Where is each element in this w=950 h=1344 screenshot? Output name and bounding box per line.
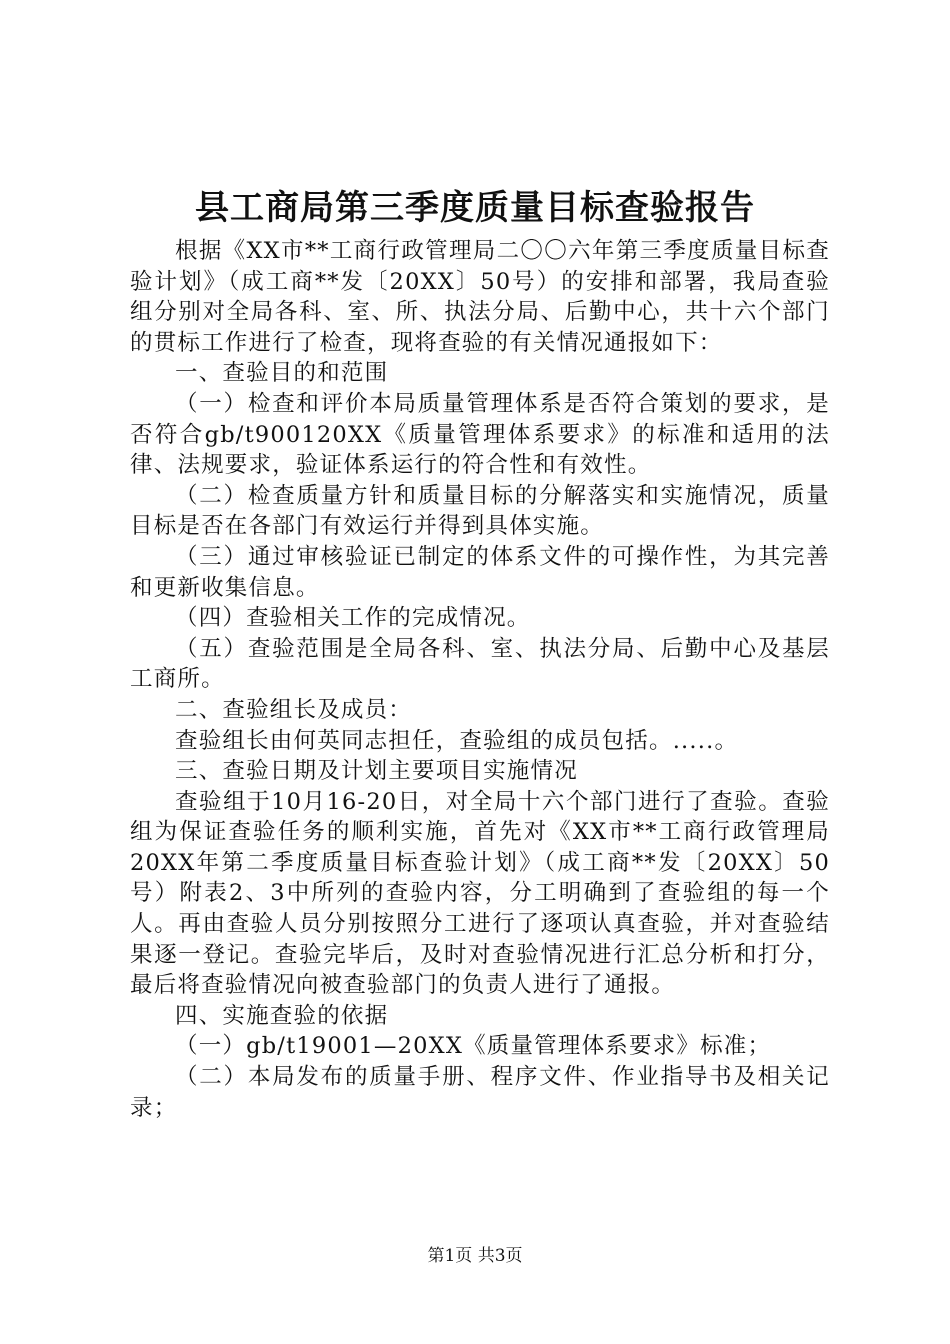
- list-item: （二）本局发布的质量手册、程序文件、作业指导书及相关记录；: [130, 1064, 830, 1121]
- section-heading-1: 一、查验目的和范围: [175, 360, 389, 387]
- list-item: （五）查验范围是全局各科、室、执法分局、后勤中心及基层工商所。: [130, 635, 830, 693]
- paragraph-members: 查验组长由何英同志担任，查验组的成员包括。.....。: [175, 727, 739, 754]
- list-item: （四）查验相关工作的完成情况。: [175, 605, 531, 632]
- list-item: （三）通过审核验证已制定的体系文件的可操作性，为其完善和更新收集信息。: [130, 543, 830, 601]
- list-item: （二）检查质量方针和质量目标的分解落实和实施情况，质量目标是否在各部门有效运行并得到具体实施。: [130, 482, 830, 540]
- paragraph-implementation: 查验组于10月16-20日，对全局十六个部门进行了查验。查验组为保证查验任务的顺利实施，首先对《XX市**工商行政管理局20XX年第二季度质量目标查验计划》（成工商**发〔20XX〕50号）附表2、3中所列的查验内容，分工明确到了查验组的每一个人。再由查验人员分别按照分工进行了逐项认真查验，并对查验结果逐一登记。查验完毕后，及时对查验情况进行汇总分析和打分，最后将查验情况向被查验部门的负责人进行了通报。: [130, 788, 830, 999]
- paragraph-intro: 根据《XX市**工商行政管理局二〇〇六年第三季度质量目标查验计划》（成工商**发〔20XX〕50号）的安排和部署，我局查验组分别对全局各科、室、所、执法分局、后勤中心，共十六个部门的贯标工作进行了检查，现将查验的有关情况通报如下：: [130, 238, 830, 356]
- section-heading-2: 二、查验组长及成员：: [175, 696, 413, 723]
- section-heading-3: 三、查验日期及计划主要项目实施情况: [175, 758, 578, 785]
- page-footer: 第1页 共3页: [427, 1246, 523, 1266]
- document-title: 县工商局第三季度质量目标查验报告: [195, 188, 755, 228]
- list-item: （一）gb/t19001—20XX《质量管理体系要求》标准；: [175, 1033, 772, 1060]
- list-item: （一）检查和评价本局质量管理体系是否符合策划的要求，是否符合gb/t900120XX《质量管理体系要求》的标准和适用的法律、法规要求，验证体系运行的符合性和有效性。: [130, 390, 830, 479]
- document-body: [130, 236, 830, 1123]
- section-heading-4: 四、实施查验的依据: [175, 1002, 389, 1029]
